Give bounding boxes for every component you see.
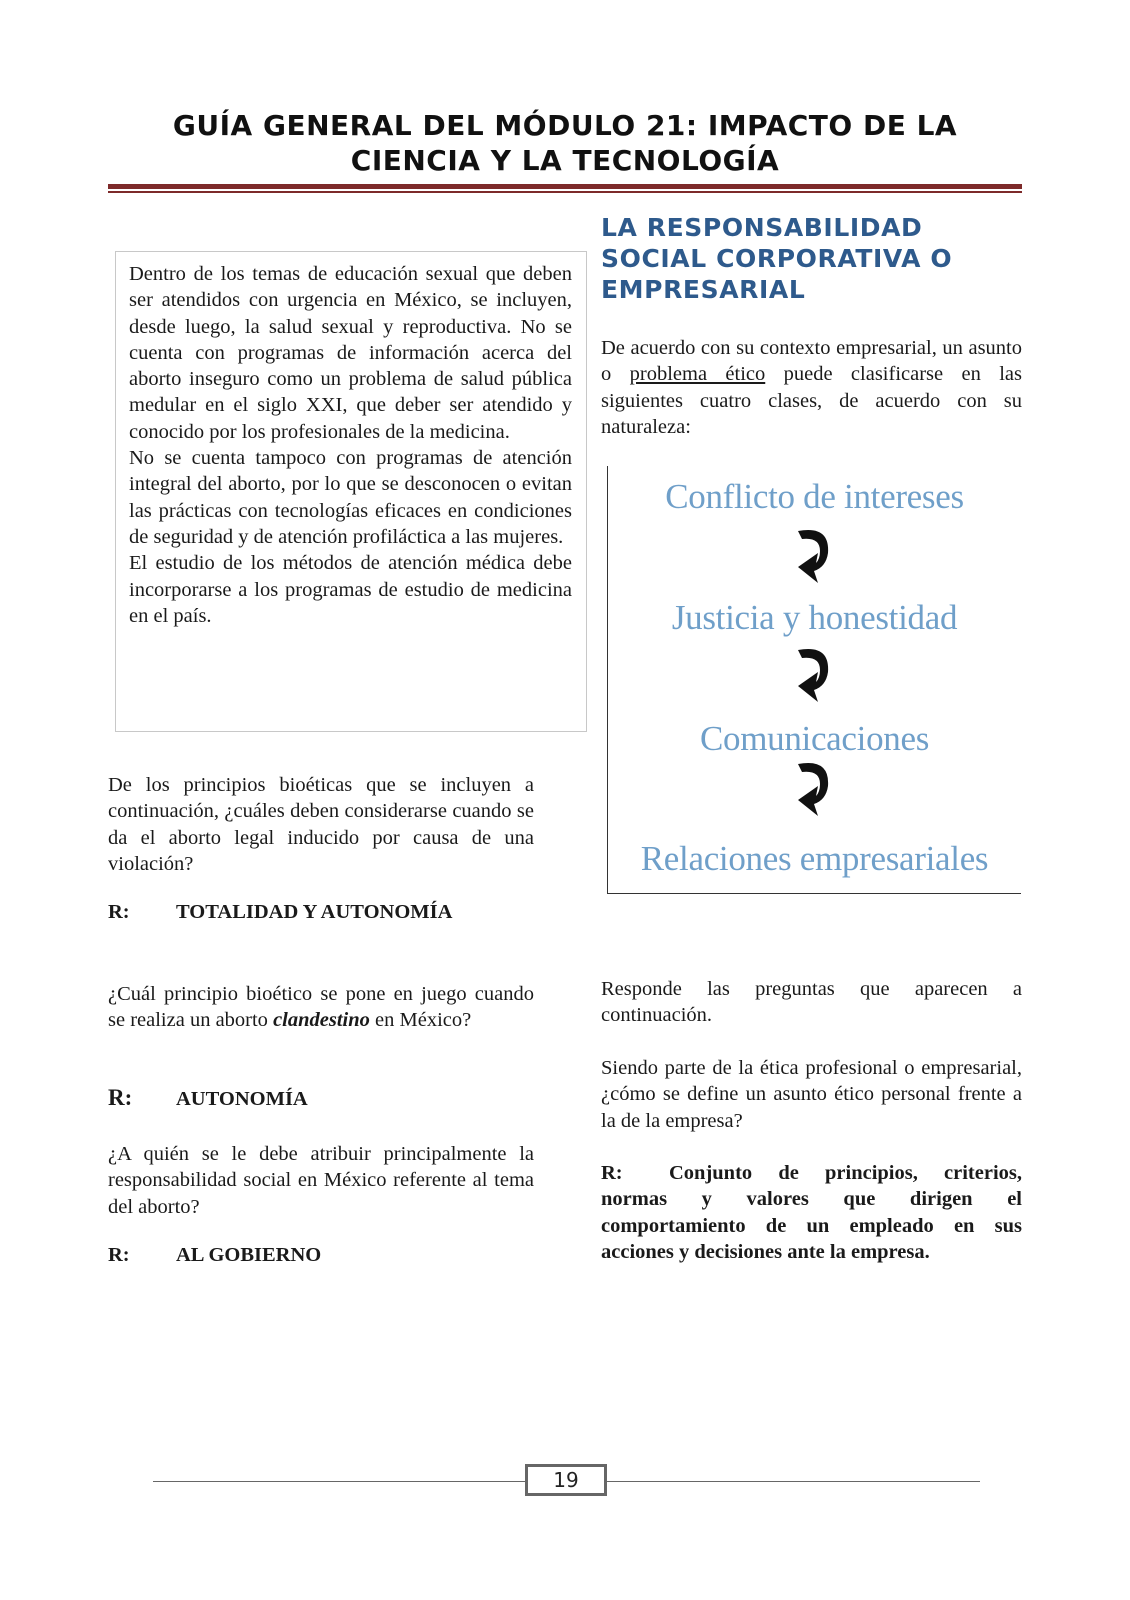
question-1 [108,772,534,877]
footer-rule-left [153,1481,525,1482]
intro-text: De acuerdo con su contexto empresarial, un asunto o problema ético puede clasificarse en las siguientes cuatro clases, de acuerdo con su naturaleza: [601,337,1022,438]
answer-label: R: [108,1085,133,1110]
curved-arrow-icon [790,642,838,712]
diagram-item-justicia: Justicia y honestidad [671,598,958,637]
answer-1-text: TOTALIDAD Y AUTONOMÍA [176,901,453,923]
answer-4-text: R: Conjunto de principios, criterios, normas y valores que dirigen el comportamiento de un empleado en sus acciones y decisiones ante la empresa. [601,1162,1022,1263]
diagram-item-conflicto: Conflicto de intereses [665,477,964,516]
answer-label: R: [601,1162,623,1184]
curved-arrow-icon [790,756,838,826]
question-2 [108,981,534,1034]
info-box [115,251,587,732]
info-paragraph-3: El estudio de los métodos de atención médica debe incorporarse a los programas de estudio de medicina en el país. [129,552,572,627]
ethics-classes-diagram [607,466,1021,894]
footer-rule-right [607,1481,980,1482]
answer-3-text: AL GOBIERNO [176,1244,322,1266]
page-title-line-1: GUÍA GENERAL DEL MÓDULO 21: IMPACTO DE LA [172,109,958,142]
section-heading: LA RESPONSABILIDAD SOCIAL CORPORATIVA O EMPRESARIAL [601,213,953,304]
diagram-item-relaciones: Relaciones empresariales [640,839,989,878]
answer-1 [108,901,534,924]
answer-label: R: [108,1244,130,1266]
title-rule-thin [108,191,1022,193]
emphasis-clandestino: clandestino [273,1009,370,1032]
curved-arrow-icon [790,523,838,593]
intro-paragraph [601,335,1022,440]
question-3 [108,1141,534,1220]
diagram-item-comunicaciones: Comunicaciones [699,719,930,758]
page-title [108,108,1022,178]
title-rule [108,184,1022,189]
answer-2 [108,1085,534,1111]
page-number: 19 [525,1464,607,1496]
question-4-text: Siendo parte de la ética profesional o empresarial, ¿cómo se define un asunto ético personal frente a la de la empresa? [601,1057,1022,1132]
question-2-text: ¿Cuál principio bioético se pone en juego cuando se realiza un aborto clandestino en México? [108,983,534,1032]
problema-etico-link: problema ético [629,363,766,386]
info-paragraph-2: No se cuenta tampoco con programas de atención integral del aborto, por lo que se desconocen o evitan las prácticas con tecnologías eficaces en condiciones de seguridad y de atención profiláctica a las mujeres. [129,447,572,548]
answer-label: R: [108,901,130,923]
info-paragraph-1: Dentro de los temas de educación sexual que deben ser atendidos con urgencia en México, se incluyen, desde luego, la salud sexual y reproductiva. No se cuenta con programas de información acerca del aborto inseguro como un problema de salud pública medular en el siglo XXI, que deber ser atendido y conocido por los profesionales de la medicina. [129,263,572,443]
instruction-text: Responde las preguntas que aparecen a continuación. [601,978,1022,1027]
question-4 [601,1055,1022,1134]
answer-4 [601,1160,1022,1265]
page-title-line-2: CIENCIA Y LA TECNOLOGÍA [350,144,780,177]
question-3-text: ¿A quién se le debe atribuir principalmente la responsabilidad social en México referente al tema del aborto? [108,1143,534,1218]
instruction [601,976,1022,1029]
answer-3 [108,1244,534,1267]
question-1-text: De los principios bioéticas que se incluyen a continuación, ¿cuáles deben considerarse cuando se da el aborto legal inducido por causa de una violación? [108,774,534,875]
answer-2-text: AUTONOMÍA [176,1088,308,1110]
